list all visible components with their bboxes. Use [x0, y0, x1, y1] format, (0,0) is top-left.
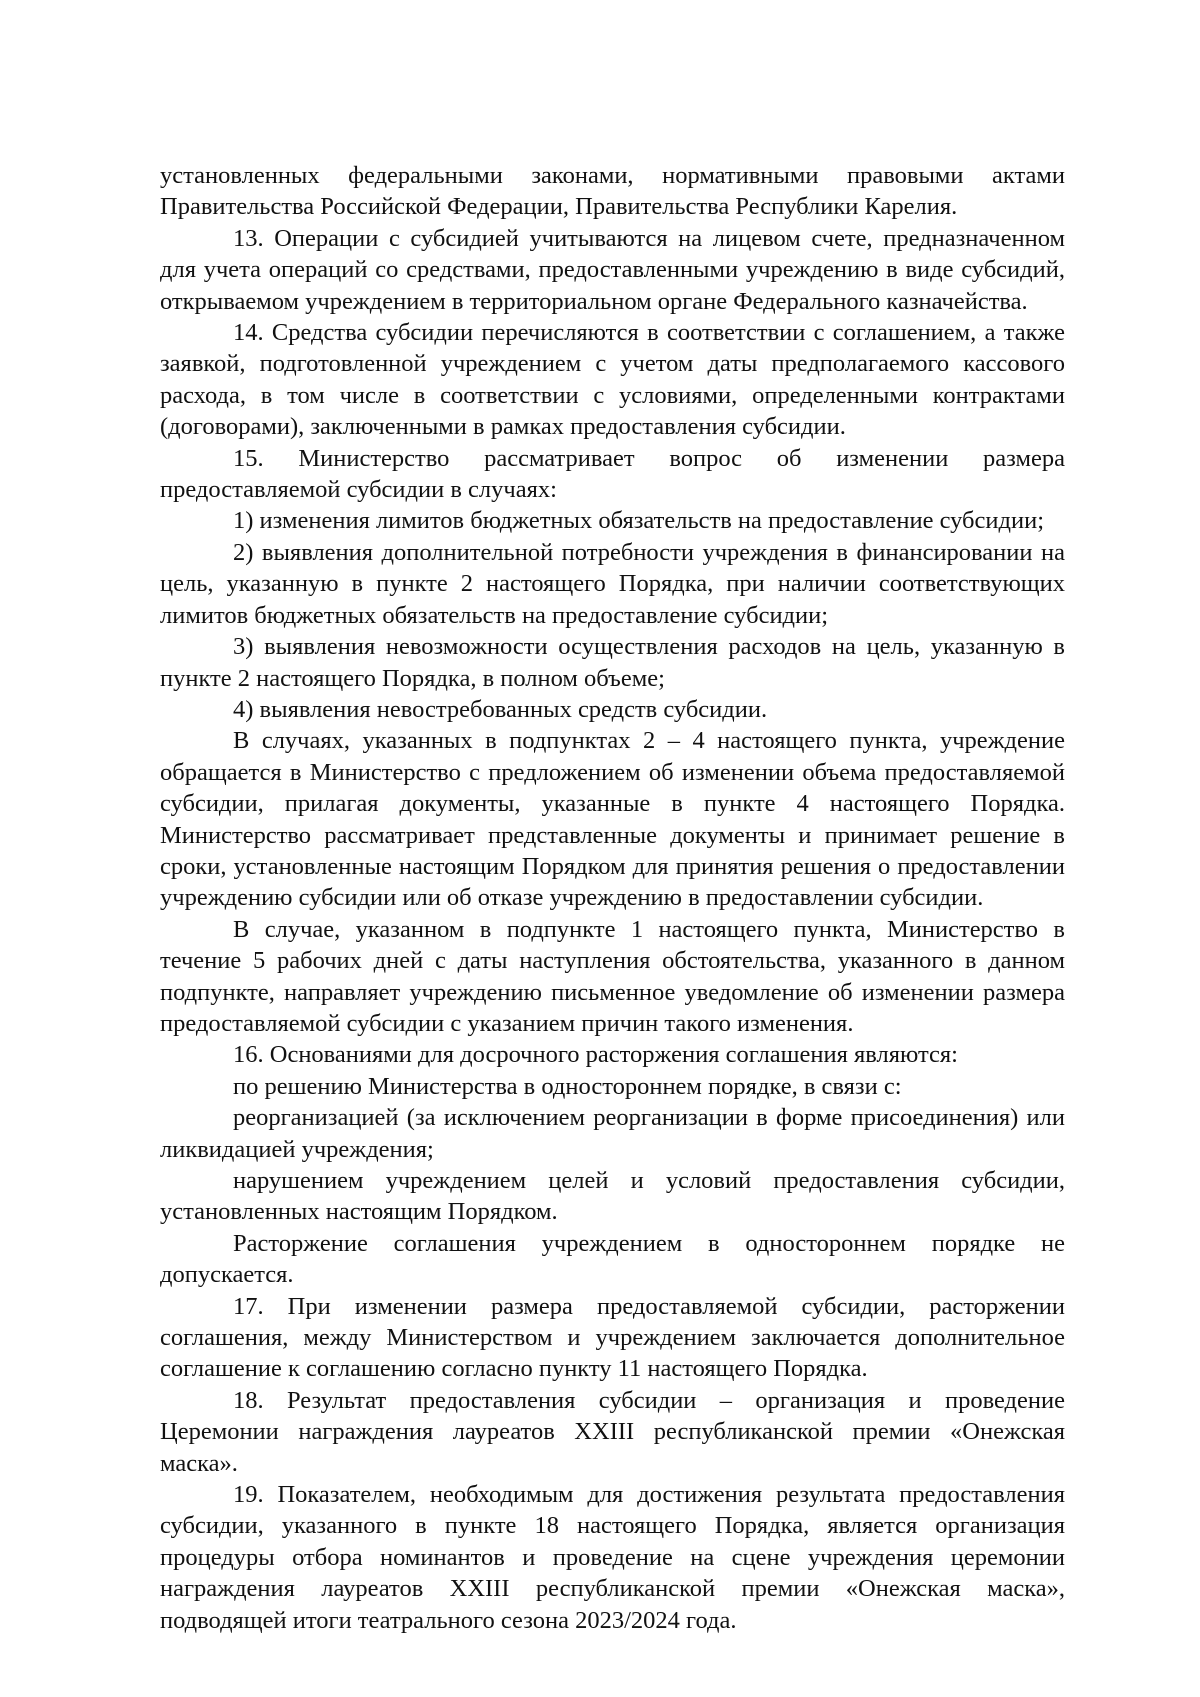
paragraph-16-reorganization: реорганизацией (за исключением реорганизации в форме присоединения) или ликвидацией учреждения;: [160, 1104, 1065, 1163]
paragraph-17: 17. При изменении размера предоставляемой субсидии, расторжении соглашения, между Министерством и учреждением заключается дополнительное соглашение к соглашению согласно пункту 11 настоящего Порядка.: [160, 1292, 1065, 1383]
paragraph-13: 13. Операции с субсидией учитываются на лицевом счете, предназначенном для учета операций со средствами, предоставленными учреждению в виде субсидий, открываемом учреждением в территориальном органе Федерального казначейства.: [160, 224, 1065, 315]
paragraph-16-ministry-decision: по решению Министерства в одностороннем порядке, в связи с:: [233, 1072, 902, 1100]
paragraph-19: 19. Показателем, необходимым для достижения результата предоставления субсидии, указанного в пункте 18 настоящего Порядка, является организация процедуры отбора номинантов и проведение на сцене учреждения церемонии награждения лауреатов XXIII республиканской премии «Онежская маска», подводящей итоги театрального сезона 2023/2024 года.: [160, 1481, 1065, 1634]
paragraph-15-item-3: 3) выявления невозможности осуществления расходов на цель, указанную в пункте 2 настоящего Порядка, в полном объеме;: [160, 633, 1065, 692]
paragraph-15-item-2: 2) выявления дополнительной потребности учреждения в финансировании на цель, указанную в пункте 2 настоящего Порядка, при наличии соответствующих лимитов бюджетных обязательств на предоставление субсидии;: [160, 538, 1065, 629]
paragraph-14: 14. Средства субсидии перечисляются в соответствии с соглашением, а также заявкой, подготовленной учреждением с учетом даты предполагаемого кассового расхода, в том числе в соответствии с условиями, определенными контрактами (договорами), заключенными в рамках предоставления субсидии.: [160, 319, 1065, 441]
paragraph-16-termination: Расторжение соглашения учреждением в одностороннем порядке не допускается.: [160, 1229, 1065, 1289]
paragraph-16: 16. Основаниями для досрочного расторжения соглашения являются:: [233, 1041, 958, 1069]
paragraph-15-item-4: 4) выявления невостребованных средств субсидии.: [233, 695, 768, 723]
document-body: [160, 160, 1065, 1636]
paragraph-15-cases-2-4: В случаях, указанных в подпунктах 2 – 4 настоящего пункта, учреждение обращается в Министерство с предложением об изменении объема предоставляемой субсидии, прилагая документы, указанные в пункте 4 настоящего Порядка. Министерство рассматривает представленные документы и принимает решение в сроки, установленные настоящим Порядком для принятия решения о предоставлении учреждению субсидии или об отказе учреждению в предоставлении субсидии.: [160, 727, 1065, 912]
paragraph-16-violation: нарушением учреждением целей и условий предоставления субсидии, установленных настоящим Порядком.: [160, 1167, 1065, 1226]
paragraph-continuation: установленных федеральными законами, нормативными правовыми актами Правительства Российской Федерации, Правительства Республики Карелия.: [160, 162, 1065, 221]
paragraph-15-item-1: 1) изменения лимитов бюджетных обязательств на предоставление субсидии;: [233, 507, 1045, 535]
paragraph-15-case-1: В случае, указанном в подпункте 1 настоящего пункта, Министерство в течение 5 рабочих дней с даты наступления обстоятельства, указанного в данном подпункте, направляет учреждению письменное уведомление об изменении размера предоставляемой субсидии с указанием причин такого изменения.: [160, 915, 1065, 1037]
paragraph-15: 15. Министерство рассматривает вопрос об изменении размера предоставляемой субсидии в случаях:: [160, 444, 1065, 504]
paragraph-18: 18. Результат предоставления субсидии – организация и проведение Церемонии награждения лауреатов XXIII республиканской премии «Онежская маска».: [160, 1386, 1065, 1477]
